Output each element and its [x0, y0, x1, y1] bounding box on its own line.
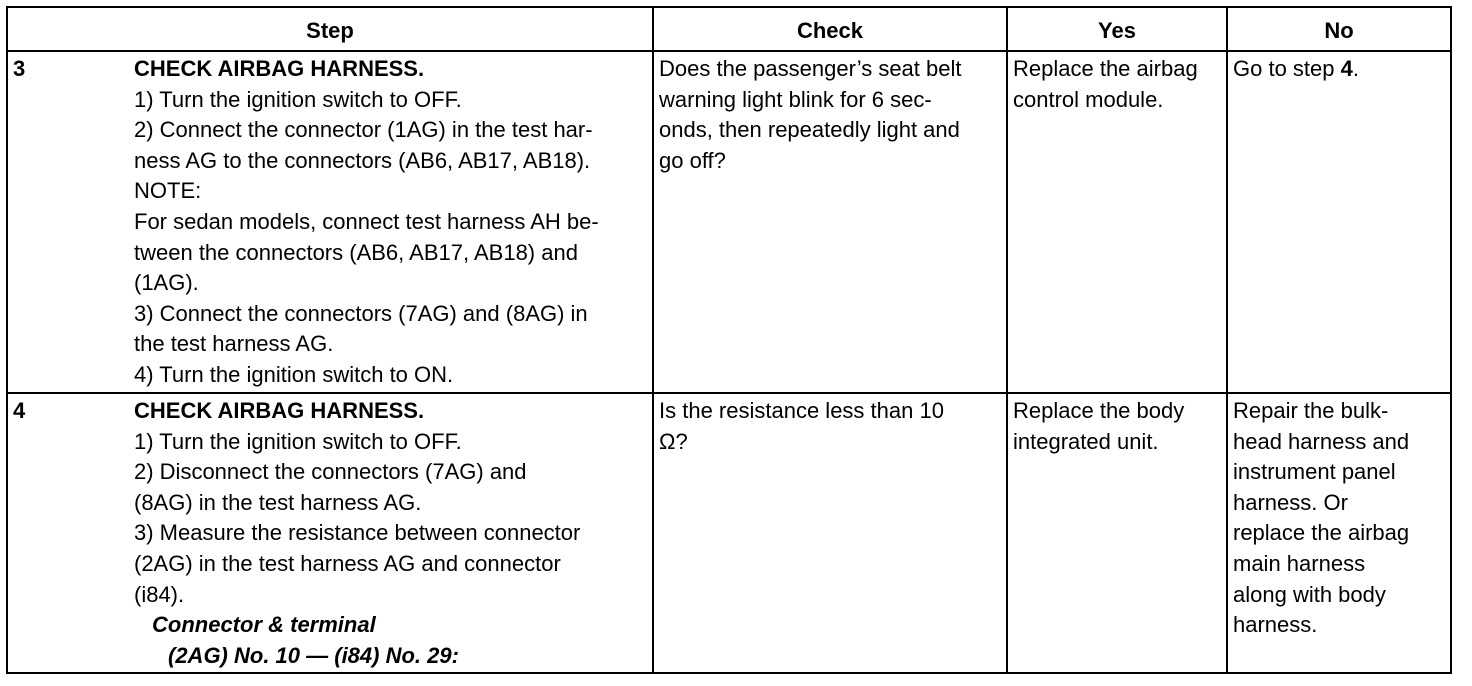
- step-line: 2) Connect the connector (1AG) in the test har-: [134, 117, 593, 143]
- yes-line: Replace the airbag: [1013, 56, 1198, 81]
- check-line: Ω?: [659, 428, 688, 454]
- note-line: For sedan models, connect test harness AH be-: [134, 208, 599, 234]
- no-line: harness. Or: [1233, 489, 1348, 515]
- header-check: Check: [653, 7, 1007, 51]
- step-line: 4) Turn the ignition switch to ON.: [134, 361, 454, 387]
- diagnostic-table: [6, 6, 1452, 674]
- no-line: along with body: [1233, 581, 1386, 607]
- step-line: (2AG) in the test harness AG and connector: [134, 550, 561, 576]
- step-title: CHECK AIRBAG HARNESS.: [134, 398, 425, 423]
- check-cell: [653, 51, 1007, 393]
- header-step: Step: [7, 7, 653, 51]
- step-line: 2) Disconnect the connectors (7AG) and: [134, 459, 527, 485]
- no-line: [1233, 54, 1445, 85]
- check-line: Does the passenger’s seat belt: [659, 56, 962, 81]
- no-cell: [1227, 393, 1451, 673]
- step-line: 1) Turn the ignition switch to OFF.: [134, 86, 462, 112]
- no-line: Repair the bulk-: [1233, 398, 1389, 423]
- check-line: warning light blink for 6 sec-: [659, 86, 932, 112]
- step-cell: [7, 51, 653, 393]
- step-line: 3) Measure the resistance between connector: [134, 520, 581, 546]
- yes-line: integrated unit.: [1013, 428, 1159, 454]
- header-no: No: [1227, 7, 1451, 51]
- step-title: CHECK AIRBAG HARNESS.: [134, 56, 425, 81]
- header-yes: Yes: [1007, 7, 1227, 51]
- check-line: onds, then repeatedly light and: [659, 117, 960, 143]
- yes-line: control module.: [1013, 86, 1164, 112]
- no-step-link[interactable]: 4: [1340, 56, 1353, 81]
- yes-cell: [1007, 393, 1227, 673]
- table-row-step-3: [7, 51, 1451, 393]
- step-line: (8AG) in the test harness AG.: [134, 489, 422, 515]
- table-row-step-4: [7, 393, 1451, 673]
- yes-line: Replace the body: [1013, 398, 1185, 423]
- no-line: replace the airbag: [1233, 520, 1410, 546]
- step-line: ness AG to the connectors (AB6, AB17, AB18).: [134, 147, 591, 173]
- check-line: go off?: [659, 147, 726, 173]
- step-line: 1) Turn the ignition switch to OFF.: [134, 428, 462, 454]
- note-line: tween the connectors (AB6, AB17, AB18) and: [134, 239, 578, 265]
- step-line: (i84).: [134, 581, 185, 607]
- step-line: 3) Connect the connectors (7AG) and (8AG) in: [134, 300, 588, 326]
- no-line: instrument panel: [1233, 459, 1396, 485]
- no-line: main harness: [1233, 550, 1366, 576]
- yes-cell: [1007, 51, 1227, 393]
- spec-value: (2AG) No. 10 — (i84) No. 29:: [168, 642, 459, 668]
- check-cell: [653, 393, 1007, 673]
- no-suffix: .: [1352, 56, 1359, 81]
- note-label: NOTE:: [134, 178, 202, 204]
- step-line: the test harness AG.: [134, 331, 334, 357]
- step-number: 4: [13, 398, 26, 423]
- no-prefix: Go to step: [1233, 56, 1341, 81]
- step-cell: [7, 393, 653, 673]
- no-line: head harness and: [1233, 428, 1410, 454]
- step-number: 3: [13, 56, 26, 81]
- check-line: Is the resistance less than 10: [659, 398, 944, 423]
- note-line: (1AG).: [134, 270, 199, 296]
- header-row: [7, 7, 1451, 51]
- spec-label: Connector & terminal: [152, 612, 376, 638]
- no-line: harness.: [1233, 612, 1318, 638]
- no-cell: [1227, 51, 1451, 393]
